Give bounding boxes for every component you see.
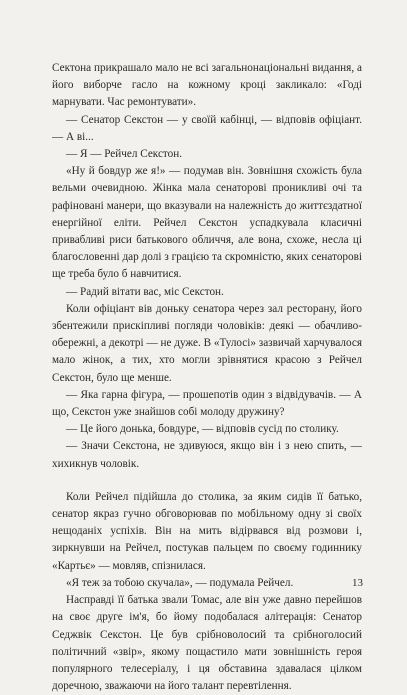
page-number: 13 xyxy=(352,577,363,589)
paragraph: — Я — Рейчел Секстон. xyxy=(66,148,183,161)
paragraph: — Радий вітати вас, міс Секстон. xyxy=(66,285,224,298)
paragraph: Коли Рейчел підійшла до столика, за яким сидів її батько, сенатор якраз гучно обговорював по мобільному одну зі своїх нещоданіх успіхів. Він на мить відірвався від розмови і, зиркнувши на Рейчел, постукав пальцем по своєму годиннику «Картьє» — мовляв, спізнилася. xyxy=(52,490,362,572)
paragraph: Сектона прикрашало мало не всі загальнонаціональні видання, а його виборче гасло на кожному кроці закликало: «Годі марнувати. Час ремонтувати». xyxy=(52,62,362,109)
paragraph: — Значи Секстона, не здивуюся, якщо він і з нею спить, — хихикнув чоловік. xyxy=(52,440,362,470)
paragraph: Коли офіціант вів доньку сенатора через зал ресторану, його збентежили прискіпливі погляди чоловіків: деякі — обачливо-обережні, а декотрі — не дуже. В «Тулосі» зазвичай харчувалося мало жінок, а тих, хто могли зрівнятися красою з Рейчел Секстон, було ще менше. xyxy=(52,302,362,384)
paragraph: «Ну й бовдур же я!» — подумав він. Зовнішня схожість була вельми очевидною. Жінка мала сенаторові проникливі очі та рафіновані манери, що вказували на належність до життєздатної енергійної еліти. Рейчел Секстон успадкувала класичні привабливі риси батькового обличчя, але вона, схоже, несла ці благословенні дар долі з грацією та скромністю, яких сенаторові ще треба було б навчитися. xyxy=(52,165,362,281)
paragraph: — Сенатор Секстон — у своїй кабінці, — відповів офіціант. — А ві... xyxy=(52,113,362,143)
paragraph: — Це його донька, бовдуре, — відповів сусід по столику. xyxy=(66,423,339,436)
paragraph: — Яка гарна фігура, — прошепотів один з відвідувачів. — А що, Секстон уже знайшов собі молоду дружину? xyxy=(52,388,362,419)
paragraph: Насправді її батька звали Томас, але він уже давно перейшов на своє друге ім'я, бо йому подобалася алітерація: Сенатор Седжвік Секстон. Це був срібноволосий та срібноголосий політичний «звір», якому пощастило мати зовнішність героя популярного телесеріалу, і ця обставина здавалася цілком доречною, зважаючи на його талант перевтілення. xyxy=(52,594,362,693)
paragraph: «Я теж за тобою скучала», — подумала Рейчел. xyxy=(66,576,294,589)
